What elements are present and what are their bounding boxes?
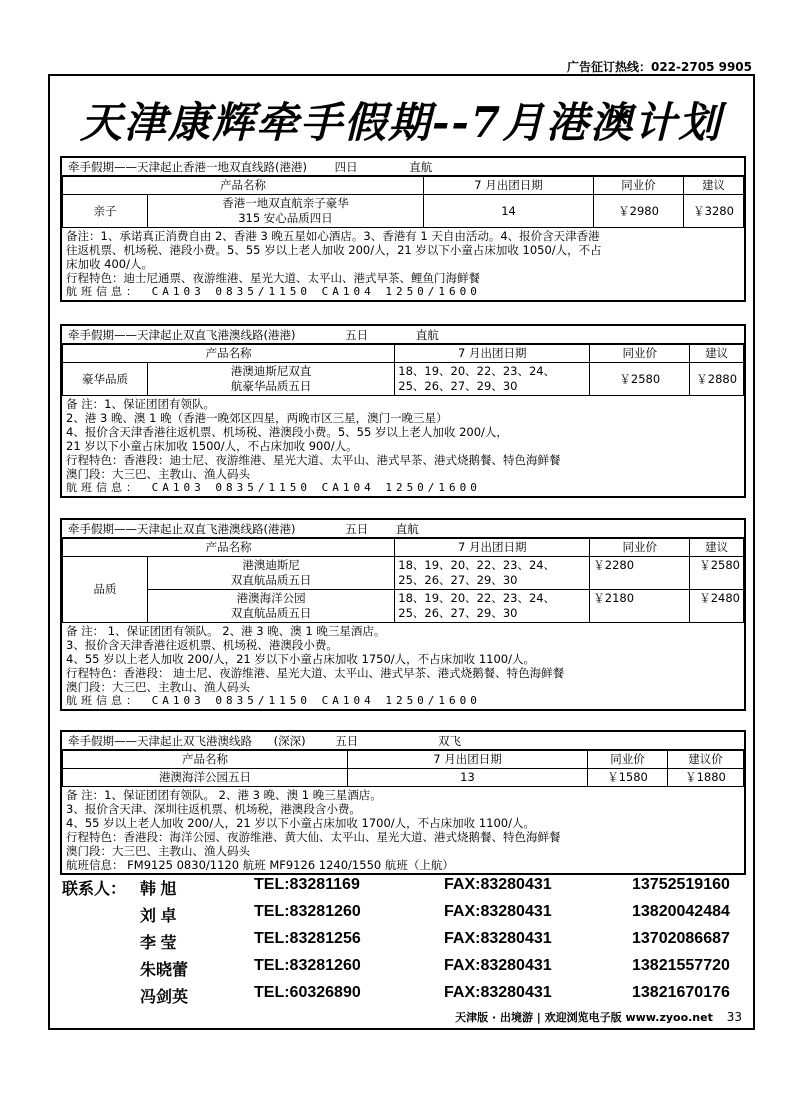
retail-price: ￥2880 [690, 363, 744, 396]
note-line: 备 注：1、保证团团有领队。 2、港 3 晚、澳 1 晚三星酒店。 [66, 788, 382, 802]
route-days: 四日 [334, 160, 358, 174]
col-retail-price: 建议 [690, 345, 744, 363]
dates-line1: 18、19、20、22、23、24、 [398, 591, 556, 605]
trade-price: ￥2580 [590, 363, 690, 396]
flight-info: 航班信息： CA103 0835/1150 CA104 1250/1600 [66, 481, 481, 494]
contact-mobile: 13702086687 [632, 930, 730, 947]
route-flight-type: 直航 [409, 160, 433, 174]
contact-name: 李 莹 [140, 935, 177, 952]
product-name-line2: 双直航品质五日 [230, 573, 312, 587]
price-table [62, 344, 744, 396]
price-table [62, 750, 744, 787]
product-name-line2: 双直航品质五日 [230, 606, 312, 620]
note-line: 床加收 400/人。 [66, 257, 153, 271]
route-section-1 [60, 156, 746, 302]
itinerary-line: 澳门段：大三巴、主教山、渔人码头 [66, 680, 250, 694]
product-name [148, 557, 395, 590]
itinerary-line: 行程特色：香港段：迪士尼、夜游维港、星光大道、太平山、港式早茶、港式烧鹅餐、特色海鲜餐 [66, 453, 561, 467]
departure-dates: 14 [424, 195, 594, 228]
col-dates: 7 月出团日期 [395, 539, 590, 557]
route-ports: (深深) [273, 734, 306, 748]
contacts-label: 联系人： [62, 881, 127, 898]
contact-tel: TEL:83281260 [254, 957, 361, 974]
col-retail-price: 建议 [690, 539, 744, 557]
contact-fax: FAX:83280431 [444, 876, 552, 893]
product-type: 品质 [63, 557, 148, 623]
product-name-line2: 航豪华品质五日 [230, 379, 312, 393]
note-line: 备注：1、承诺真正消费自由 2、香港 3 晚五星如心酒店。3、香港有 1 天自由活动。4、报价含天津香港 [66, 229, 600, 243]
contact-name: 朱晓蕾 [140, 962, 189, 979]
col-dates: 7 月出团日期 [395, 345, 590, 363]
col-trade-price: 同业价 [590, 539, 690, 557]
page-footer [455, 1009, 742, 1025]
note-line: 2、港 3 晚、澳 1 晚（香港一晚郊区四星，两晚市区三星，澳门一晚三星） [66, 411, 448, 425]
dates-line2: 25、26、27、29、30 [398, 606, 518, 620]
col-dates: 7 月出团日期 [348, 751, 588, 769]
departure-dates [395, 557, 590, 590]
product-name-line1: 港澳海洋公园 [236, 591, 306, 605]
section-header [62, 326, 744, 344]
contact-fax: FAX:83280431 [444, 957, 552, 974]
product-name-line2: 315 安心品质四日 [238, 211, 333, 225]
departure-dates [395, 590, 590, 623]
retail-price: ￥1880 [668, 769, 744, 787]
contacts-block [62, 876, 752, 1011]
product-name [148, 363, 395, 396]
product-name-line1: 香港一地双直航亲子豪华 [222, 196, 349, 210]
contact-fax: FAX:83280431 [444, 984, 552, 1001]
itinerary-line: 澳门段：大三巴、主教山、渔人码头 [66, 467, 250, 481]
contact-mobile: 13821557720 [632, 957, 730, 974]
note-line: 4、55 岁以上老人加收 200/人，21 岁以下小童占床加收 1750/人，不占床加收 1100/人。 [66, 652, 535, 666]
price-table [62, 176, 744, 228]
product-type: 豪华品质 [63, 363, 148, 396]
col-retail-price: 建议价 [668, 751, 744, 769]
note-line: 3、报价含天津香港往返机票、机场税、港澳段小费。 [66, 638, 338, 652]
contact-fax: FAX:83280431 [444, 903, 552, 920]
contact-row [62, 984, 752, 1011]
col-product: 产品名称 [63, 751, 348, 769]
note-line: 往返机票、机场税、港段小费。5、55 岁以上老人加收 200/人，21 岁以下小童占床加收 1050/人，不占 [66, 243, 602, 257]
itinerary-line: 行程特色：香港段： 迪士尼、夜游维港、星光大道、太平山、港式早茶、港式烧鹅餐、特色海鲜餐 [66, 666, 565, 680]
contact-name: 冯剑英 [140, 989, 189, 1006]
contact-mobile: 13821670176 [632, 984, 730, 1001]
itinerary-line: 行程特色：迪士尼通票、夜游维港、星光大道、太平山、港式早茶、鲤鱼门海鲜餐 [66, 271, 480, 285]
retail-price: ￥2480 [690, 590, 744, 623]
trade-price: ￥2180 [590, 590, 690, 623]
itinerary-line: 行程特色：香港段：海洋公园、夜游维港、黄大仙、太平山、星光大道、港式烧鹅餐、特色海鲜餐 [66, 830, 561, 844]
section-notes [62, 228, 744, 300]
document-frame [48, 74, 755, 1030]
price-table [62, 538, 744, 623]
contact-fax: FAX:83280431 [444, 930, 552, 947]
product-name [148, 590, 395, 623]
contact-tel: TEL:83281260 [254, 903, 361, 920]
col-product: 产品名称 [63, 345, 395, 363]
flight-info: 航班信息： FM9125 0830/1120 航班 MF9126 1240/1550 航班（上航） [66, 858, 454, 872]
flight-info: 航班信息： CA103 0835/1150 CA104 1250/1600 [66, 285, 481, 298]
trade-price: ￥2280 [590, 557, 690, 590]
product-name-line1: 港澳迪斯尼 [242, 558, 300, 572]
col-product: 产品名称 [63, 177, 424, 195]
page-number: 33 [726, 1010, 742, 1024]
route-section-3 [60, 518, 746, 711]
contact-row [62, 957, 752, 984]
departure-dates: 13 [348, 769, 588, 787]
col-dates: 7 月出团日期 [424, 177, 594, 195]
route-section-4 [60, 730, 746, 875]
retail-price: ￥3280 [684, 195, 744, 228]
contact-row [62, 876, 752, 903]
route-name: 牵手假期——天津起止双飞港澳线路 [68, 734, 252, 748]
trade-price: ￥1580 [588, 769, 668, 787]
contact-name: 刘 卓 [140, 908, 177, 925]
section-notes [62, 396, 744, 496]
col-product: 产品名称 [63, 539, 395, 557]
dates-line2: 25、26、27、29、30 [398, 379, 518, 393]
route-days: 五日 [345, 328, 369, 342]
route-name: 牵手假期——天津起止双直飞港澳线路(港港) [68, 328, 296, 342]
product-name: 港澳海洋公园五日 [63, 769, 348, 787]
contact-name: 韩 旭 [140, 881, 177, 898]
retail-price: ￥2580 [690, 557, 744, 590]
note-line: 4、55 岁以上老人加收 200/人，21 岁以下小童占床加收 1700/人，不占床加收 1100/人。 [66, 816, 535, 830]
col-retail-price: 建议 [684, 177, 744, 195]
note-line: 21 岁以下小童占床加收 1500/人，不占床加收 900/人。 [66, 439, 358, 453]
flight-info: 航班信息： CA103 0835/1150 CA104 1250/1600 [66, 694, 481, 707]
route-name: 牵手假期——天津起止香港一地双直线路(港港) [68, 160, 307, 174]
section-notes [62, 623, 744, 709]
section-header [62, 732, 744, 750]
footer-text: 天津版 · 出境游 | 欢迎浏览电子版 www.zyoo.net [455, 1011, 713, 1024]
route-flight-type: 双飞 [437, 734, 461, 748]
route-days: 五日 [345, 522, 369, 536]
departure-dates [395, 363, 590, 396]
section-header [62, 520, 744, 538]
col-trade-price: 同业价 [594, 177, 684, 195]
product-name-line1: 港澳迪斯尼双直 [230, 364, 312, 378]
note-line: 备 注： 1、保证团团有领队。 2、港 3 晚、澳 1 晚三星酒店。 [66, 624, 386, 638]
ad-hotline: 广告征订热线：022-2705 9905 [566, 60, 752, 74]
dates-line1: 18、19、20、22、23、24、 [398, 558, 556, 572]
contact-tel: TEL:60326890 [254, 984, 361, 1001]
contact-mobile: 13820042484 [632, 903, 730, 920]
route-flight-type: 直航 [395, 522, 419, 536]
route-days: 五日 [335, 734, 359, 748]
contact-row [62, 930, 752, 957]
dates-line1: 18、19、20、22、23、24、 [398, 364, 556, 378]
itinerary-line: 澳门段：大三巴、主教山、渔人码头 [66, 844, 250, 858]
contact-tel: TEL:83281169 [254, 876, 360, 893]
contact-row [62, 903, 752, 930]
trade-price: ￥2980 [594, 195, 684, 228]
route-name: 牵手假期——天津起止双直飞港澳线路(港港) [68, 522, 296, 536]
contact-mobile: 13752519160 [632, 876, 730, 893]
product-name [148, 195, 424, 228]
dates-line2: 25、26、27、29、30 [398, 573, 518, 587]
route-section-2 [60, 324, 746, 498]
route-flight-type: 直航 [415, 328, 439, 342]
note-line: 备 注：1、保证团团有领队。 [66, 397, 215, 411]
product-type: 亲子 [63, 195, 148, 228]
col-trade-price: 同业价 [590, 345, 690, 363]
note-line: 3、报价含天津、深圳往返机票、机场税，港澳段含小费。 [66, 802, 361, 816]
note-line: 4、报价含天津香港往返机票、机场税、港澳段小费。5、55 岁以上老人加收 200/人， [66, 425, 508, 439]
page-title: 天津康辉牵手假期--7月港澳计划 [80, 98, 723, 147]
section-notes [62, 787, 744, 873]
contact-tel: TEL:83281256 [254, 930, 361, 947]
col-trade-price: 同业价 [588, 751, 668, 769]
section-header [62, 158, 744, 176]
